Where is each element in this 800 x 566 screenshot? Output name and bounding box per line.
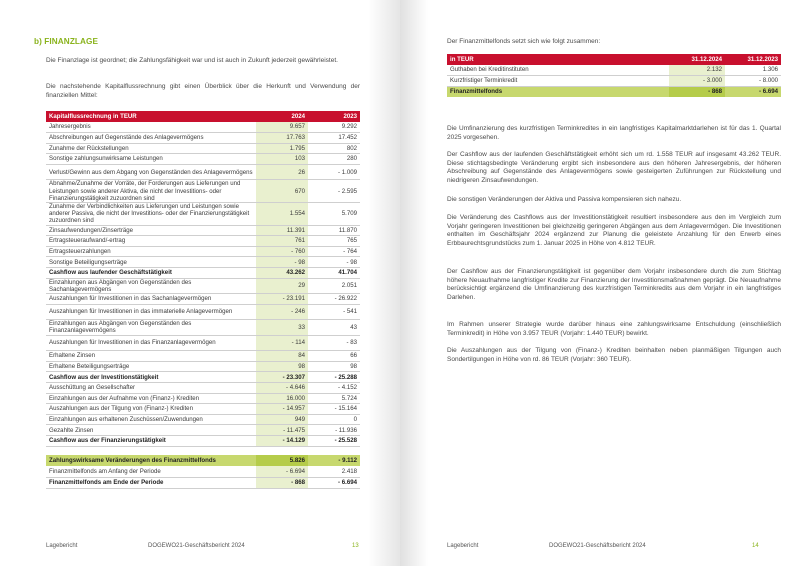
value-2023: 802 — [308, 143, 360, 154]
row-label: Cashflow aus laufender Geschäftstätigkeit — [46, 267, 256, 278]
value-2024: 670 — [256, 180, 308, 203]
row-label: Abnahme/Zunahme der Vorräte, der Forderungen aus Lieferungen und Leistungen sowie anderer Aktiva, die nicht der Investitions- oder Finanzierungstätigkeit zuzuordnen sind — [46, 180, 256, 203]
subtotal-row — [46, 372, 360, 383]
row-label: Einzahlungen aus erhaltenen Zuschüssen/Zuwendungen — [46, 414, 256, 425]
value-2024: 9.657 — [256, 122, 308, 133]
value-2024: - 246 — [256, 304, 308, 320]
table-row — [46, 351, 360, 362]
summary-row — [46, 455, 360, 466]
value-2024: 26 — [256, 164, 308, 180]
row-label: Einzahlungen aus der Aufnahme von (Finanz-) Krediten — [46, 393, 256, 404]
fund-start-2024: - 6.694 — [256, 466, 308, 477]
row-label: Cashflow aus der Finanzierungstätigkeit — [46, 435, 256, 446]
summary-label: Zahlungswirksame Veränderungen des Finanzmittelfonds — [46, 455, 256, 466]
table-row — [46, 335, 360, 351]
fund-total-label: Finanzmittelfonds — [447, 86, 669, 97]
value-2023: - 83 — [308, 335, 360, 351]
cashflow-table — [46, 111, 360, 489]
value-2024: 16.000 — [256, 393, 308, 404]
table-row — [46, 294, 360, 305]
row-label: Erhaltene Beteiligungserträge — [46, 361, 256, 372]
table-row — [46, 180, 360, 203]
header-label: Kapitalflussrechnung in TEUR — [46, 111, 256, 122]
paragraph-debt-reduction: Im Rahmen unserer Strategie wurde darüber hinaus eine zahlungswirksame Entschuldung (einschließlich Terminkredit) in Höhe von 3.957 TEUR (Vorjahr: 1.440 TEUR) bewirkt. — [447, 321, 781, 337]
table-row — [46, 225, 360, 236]
table-spacer — [46, 446, 360, 455]
table-row — [46, 143, 360, 154]
footer-left-report-title: DOGEWO21-Geschäftsbericht 2024 — [148, 543, 245, 549]
row-label: Zunahme der Verbindlichkeiten aus Lieferungen und Leistungen sowie anderer Passiva, die nicht der Investitions- oder der Finanzierungstätigkeit zuzuordnen sind — [46, 202, 256, 225]
fund-row-2023: 1.306 — [725, 65, 781, 76]
value-2024: 1.554 — [256, 202, 308, 225]
paragraph-investing-cashflow: Die Veränderung des Cashflows aus der Investitionstätigkeit resultiert insbesondere aus den im Vergleich zum Vorjahr geringeren Investitionen bei gleichzeitig geringeren Abgängen aus dem Anlagevermögen. Die Investitionen enthalten im Geschäftsjahr 2024 ergänzend zur Planung die geleistete Anzahlung für den Erwerb eines Erbbaurechtsgrundstücks zum 1. Januar 2025 in Höhe von 4.812 TEUR. — [447, 214, 781, 247]
value-2024: - 23.307 — [256, 372, 308, 383]
fund-end-2024: - 868 — [256, 477, 308, 488]
value-2024: 98 — [256, 361, 308, 372]
footer-right-label: Lagebericht — [447, 543, 479, 549]
value-2023: 11.870 — [308, 225, 360, 236]
value-2023: - 25.288 — [308, 372, 360, 383]
value-2023: - 98 — [308, 257, 360, 268]
fund-end-row — [46, 477, 360, 488]
footer-right-report-title: DOGEWO21-Geschäftsbericht 2024 — [549, 543, 646, 549]
summary-2023: - 9.112 — [308, 455, 360, 466]
value-2024: 33 — [256, 320, 308, 336]
row-label: Ertragsteuerzahlungen — [46, 246, 256, 257]
cashflow-table-body — [46, 122, 360, 446]
row-label: Einzahlungen aus Abgängen von Gegenständen des Finanzanlagevermögens — [46, 320, 256, 336]
value-2024: 761 — [256, 236, 308, 247]
section-heading: b) FINANZLAGE — [34, 37, 99, 46]
paragraph-other-changes: Die sonstigen Veränderungen der Aktiva und Passiva kompensieren sich nahezu. — [447, 196, 682, 203]
table-row — [46, 361, 360, 372]
row-label: Auszahlungen für Investitionen in das Finanzanlagevermögen — [46, 335, 256, 351]
value-2023: - 15.164 — [308, 404, 360, 415]
paragraph-financing-cashflow: Der Cashflow aus der Finanzierungstätigkeit ist gegenüber dem Vorjahr insbesondere durch die zum Stichtag höhere Neuaufnahme langfristiger Kredite zur Finanzierung der Investitionsmaßnahmen geprägt. Die Neuaufnahme berücksichtigt ergänzend die Umfinanzierung des kurzfristigen Terminkredits aus dem Vorjahr in ein langfristiges Darlehen. — [447, 268, 781, 301]
row-label: Auszahlungen für Investitionen in das Sachanlagevermögen — [46, 294, 256, 305]
table-row — [447, 65, 781, 76]
row-label: Jahresergebnis — [46, 122, 256, 133]
row-label: Gezahlte Zinsen — [46, 425, 256, 436]
subtotal-row — [46, 267, 360, 278]
table-row — [46, 393, 360, 404]
value-2023: - 4.152 — [308, 382, 360, 393]
value-2024: - 11.475 — [256, 425, 308, 436]
value-2024: 11.391 — [256, 225, 308, 236]
fund-table-header — [447, 54, 781, 65]
value-2024: 29 — [256, 278, 308, 294]
table-row — [46, 236, 360, 247]
paragraph-operating-cashflow: Der Cashflow aus der laufenden Geschäftstätigkeit erhöht sich um rd. 1.558 TEUR auf insgesamt 43.262 TEUR. Diese stichtagsbedingte Veränderung ergibt sich insbesondere aus den höheren Jahresergebnis, der höheren Abschreibung auf Gegenstände des Anlagevermögens sowie gesteigerten Zuführungen zur Rückstellung und niedrigeren Zinsaufwendungen. — [447, 151, 781, 184]
fund-end-label: Finanzmittelfonds am Ende der Periode — [46, 477, 256, 488]
value-2023: 9.292 — [308, 122, 360, 133]
fund-intro: Der Finanzmittelfonds setzt sich wie folgt zusammen: — [447, 38, 601, 45]
value-2023: 98 — [308, 361, 360, 372]
row-label: Zinsaufwendungen/Zinserträge — [46, 225, 256, 236]
value-2023: - 764 — [308, 246, 360, 257]
footer-left-label: Lagebericht — [46, 543, 78, 549]
row-label: Sonstige Beteiligungserträge — [46, 257, 256, 268]
row-label: Abschreibungen auf Gegenstände des Anlagevermögens — [46, 133, 256, 144]
table-row — [46, 278, 360, 294]
row-label: Ausschüttung an Gesellschafter — [46, 382, 256, 393]
value-2023: - 1.009 — [308, 164, 360, 180]
table-row — [46, 202, 360, 225]
gutter-shadow-left — [368, 0, 400, 566]
table-row — [46, 246, 360, 257]
subtotal-row — [46, 435, 360, 446]
paragraph-refinancing: Die Umfinanzierung des kurzfristigen Terminkredites in ein langfristiges Kapitalmarktdarlehen ist für das 1. Quartal 2025 vorgesehen. — [447, 125, 781, 141]
header-2024: 2024 — [256, 111, 308, 122]
fund-start-label: Finanzmittelfonds am Anfang der Periode — [46, 466, 256, 477]
cashflow-table-header — [46, 111, 360, 122]
value-2023: - 26.922 — [308, 294, 360, 305]
table-row — [46, 404, 360, 415]
value-2024: 84 — [256, 351, 308, 362]
fund-total-row — [447, 86, 781, 97]
fund-total-2024: - 868 — [669, 86, 725, 97]
value-2024: - 14.129 — [256, 435, 308, 446]
fund-row-2023: - 8.000 — [725, 76, 781, 87]
page-number-right: 14 — [752, 543, 759, 549]
value-2023: - 11.936 — [308, 425, 360, 436]
value-2024: - 98 — [256, 257, 308, 268]
row-label: Auszahlungen für Investitionen in das immaterielle Anlagevermögen — [46, 304, 256, 320]
fund-header-label: in TEUR — [447, 54, 669, 65]
header-2023: 2023 — [308, 111, 360, 122]
page-number-left: 13 — [352, 543, 359, 549]
table-row — [46, 122, 360, 133]
value-2023: 17.452 — [308, 133, 360, 144]
table-row — [46, 425, 360, 436]
table-row — [46, 382, 360, 393]
fund-row-2024: - 3.000 — [669, 76, 725, 87]
row-label: Cashflow aus der Investitionstätigkeit — [46, 372, 256, 383]
value-2023: 280 — [308, 154, 360, 165]
row-label: Auszahlungen aus der Tilgung von (Finanz-) Krediten — [46, 404, 256, 415]
fund-row-label: Kurzfristiger Terminkredit — [447, 76, 669, 87]
fund-composition-table — [447, 54, 781, 97]
value-2024: 103 — [256, 154, 308, 165]
table-row — [46, 320, 360, 336]
fund-start-row — [46, 466, 360, 477]
fund-header-2023: 31.12.2023 — [725, 54, 781, 65]
value-2023: 5.709 — [308, 202, 360, 225]
intro-paragraph-1: Die Finanzlage ist geordnet; die Zahlungsfähigkeit war und ist auch in Zukunft jederzeit gewährleistet. — [46, 57, 338, 64]
row-label: Ertragsteueraufwand/-ertrag — [46, 236, 256, 247]
fund-row-2024: 2.132 — [669, 65, 725, 76]
value-2024: - 14.957 — [256, 404, 308, 415]
table-row — [46, 414, 360, 425]
value-2024: - 23.191 — [256, 294, 308, 305]
value-2023: 765 — [308, 236, 360, 247]
value-2023: - 2.595 — [308, 180, 360, 203]
row-label: Verlust/Gewinn aus dem Abgang von Gegenständen des Anlagevermögens — [46, 164, 256, 180]
value-2023: 41.704 — [308, 267, 360, 278]
fund-row-label: Guthaben bei Kreditinstituten — [447, 65, 669, 76]
value-2023: 2.051 — [308, 278, 360, 294]
value-2023: 66 — [308, 351, 360, 362]
value-2023: 0 — [308, 414, 360, 425]
fund-start-2023: 2.418 — [308, 466, 360, 477]
value-2024: - 114 — [256, 335, 308, 351]
value-2023: - 25.528 — [308, 435, 360, 446]
table-row — [46, 257, 360, 268]
row-label: Zunahme der Rückstellungen — [46, 143, 256, 154]
row-label: Einzahlungen aus Abgängen von Gegenständen des Sachanlagevermögens — [46, 278, 256, 294]
value-2023: - 541 — [308, 304, 360, 320]
value-2024: - 4.646 — [256, 382, 308, 393]
value-2024: - 760 — [256, 246, 308, 257]
table-row — [46, 133, 360, 144]
value-2024: 1.795 — [256, 143, 308, 154]
value-2023: 5.724 — [308, 393, 360, 404]
intro-paragraph-2: Die nachstehende Kapitalflussrechnung gibt einen Überblick über die Herkunft und Verwendung der finanziellen Mittel: — [46, 83, 360, 99]
table-row — [46, 164, 360, 180]
value-2024: 43.262 — [256, 267, 308, 278]
fund-header-2024: 31.12.2024 — [669, 54, 725, 65]
value-2023: 43 — [308, 320, 360, 336]
paragraph-repayments: Die Auszahlungen aus der Tilgung von (Finanz-) Krediten beinhalten neben planmäßigen Tilgungen auch Sondertilgungen in Höhe von rd. 86 TEUR (Vorjahr: 360 TEUR). — [447, 347, 781, 363]
table-row — [46, 304, 360, 320]
fund-total-2023: - 6.694 — [725, 86, 781, 97]
gutter-shadow-right — [400, 0, 428, 566]
fund-end-2023: - 6.694 — [308, 477, 360, 488]
row-label: Sonstige zahlungsunwirksame Leistungen — [46, 154, 256, 165]
value-2024: 17.763 — [256, 133, 308, 144]
summary-2024: 5.826 — [256, 455, 308, 466]
table-row — [46, 154, 360, 165]
row-label: Erhaltene Zinsen — [46, 351, 256, 362]
table-row — [447, 76, 781, 87]
value-2024: 949 — [256, 414, 308, 425]
